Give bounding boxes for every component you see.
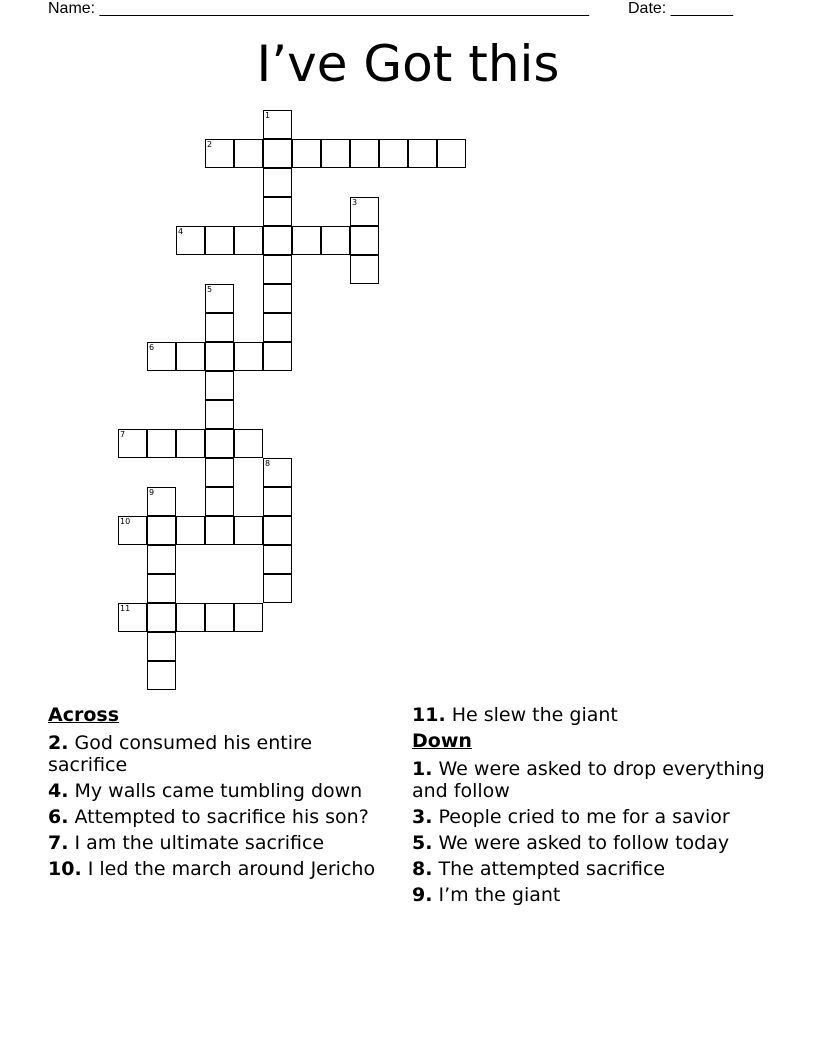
clue-text: The attempted sacrifice [438, 858, 666, 880]
clue-number: 6. [48, 806, 69, 828]
grid-cell[interactable] [350, 139, 379, 168]
down-clue [412, 806, 772, 828]
clue-number: 2. [48, 732, 69, 754]
grid-cell[interactable] [205, 429, 234, 458]
grid-cell[interactable] [379, 139, 408, 168]
page-title: I’ve Got this [256, 35, 560, 93]
across-clue [48, 832, 378, 854]
grid-cell[interactable] [147, 429, 176, 458]
clue-text: We were asked to drop everything and follow [412, 758, 765, 802]
grid-cell[interactable] [147, 574, 176, 603]
grid-cell[interactable] [234, 342, 263, 371]
grid-cell[interactable] [176, 342, 205, 371]
clue-text: My walls came tumbling down [74, 780, 363, 802]
down-clue [412, 858, 772, 880]
grid-cell[interactable] [205, 458, 234, 487]
across-clue [48, 732, 378, 776]
grid-cell[interactable] [263, 313, 292, 342]
grid-cell[interactable] [263, 226, 292, 255]
grid-cell[interactable] [292, 139, 321, 168]
grid-cell[interactable] [205, 603, 234, 632]
grid-cell[interactable] [147, 632, 176, 661]
clues-right-column [412, 704, 772, 910]
grid-cell[interactable] [205, 400, 234, 429]
grid-cell[interactable] [263, 168, 292, 197]
clue-text: I led the march around Jericho [87, 858, 376, 880]
grid-cell[interactable] [234, 226, 263, 255]
clues-left-column [48, 704, 378, 884]
clue-number: 11. [412, 704, 446, 726]
across-heading: Across [48, 704, 120, 726]
grid-cell[interactable] [263, 342, 292, 371]
clue-number: 1. [412, 758, 433, 780]
down-clue [412, 884, 772, 906]
grid-cell[interactable] [147, 545, 176, 574]
clue-text: People cried to me for a savior [438, 806, 730, 828]
grid-cell[interactable] [147, 516, 176, 545]
clue-number: 10. [48, 858, 82, 880]
clue-text: We were asked to follow today [438, 832, 730, 854]
grid-cell[interactable] [350, 226, 379, 255]
grid-cell[interactable] [263, 255, 292, 284]
clue-number-label: 10 [120, 517, 131, 526]
grid-cell[interactable] [263, 545, 292, 574]
clue-text: He slew the giant [451, 704, 618, 726]
grid-cell[interactable] [292, 226, 321, 255]
grid-cell[interactable] [437, 139, 466, 168]
clue-number-label: 11 [120, 604, 131, 613]
clue-number: 4. [48, 780, 69, 802]
clue-text: I am the ultimate sacrifice [74, 832, 325, 854]
grid-cell[interactable] [176, 516, 205, 545]
across-clue [48, 858, 378, 880]
clue-number: 7. [48, 832, 69, 854]
grid-cell[interactable] [176, 429, 205, 458]
clue-number-label: 6 [149, 343, 155, 352]
grid-cell[interactable] [263, 574, 292, 603]
clue-number: 9. [412, 884, 433, 906]
grid-cell[interactable] [321, 226, 350, 255]
across-clue [48, 780, 378, 802]
grid-cell[interactable] [263, 197, 292, 226]
grid-cell[interactable] [350, 255, 379, 284]
grid-cell[interactable] [205, 342, 234, 371]
clue-number-label: 2 [207, 140, 213, 149]
grid-cell[interactable] [234, 516, 263, 545]
across-clue [412, 704, 772, 726]
clue-number-label: 3 [352, 198, 358, 207]
clue-number: 3. [412, 806, 433, 828]
grid-cell[interactable] [234, 429, 263, 458]
clue-number-label: 8 [265, 459, 271, 468]
clue-text: God consumed his entire sacrifice [48, 732, 313, 776]
clue-number-label: 7 [120, 430, 126, 439]
date-field-label: Date: _______ [628, 0, 733, 17]
name-field-label: Name: _______________________________________________________ [48, 0, 589, 17]
clue-number-label: 1 [265, 111, 271, 120]
grid-cell[interactable] [205, 313, 234, 342]
clue-text: Attempted to sacrifice his son? [74, 806, 369, 828]
across-clue [48, 806, 378, 828]
grid-cell[interactable] [234, 603, 263, 632]
grid-cell[interactable] [205, 371, 234, 400]
grid-cell[interactable] [408, 139, 437, 168]
clue-number-label: 9 [149, 488, 155, 497]
clue-number-label: 5 [207, 285, 213, 294]
grid-cell[interactable] [205, 226, 234, 255]
grid-cell[interactable] [263, 139, 292, 168]
down-heading: Down [412, 730, 472, 752]
clue-number-label: 4 [178, 227, 184, 236]
grid-cell[interactable] [263, 284, 292, 313]
clue-number: 8. [412, 858, 433, 880]
grid-cell[interactable] [234, 139, 263, 168]
grid-cell[interactable] [321, 139, 350, 168]
grid-cell[interactable] [263, 516, 292, 545]
clue-number: 5. [412, 832, 433, 854]
grid-cell[interactable] [205, 487, 234, 516]
grid-cell[interactable] [176, 603, 205, 632]
grid-cell[interactable] [205, 516, 234, 545]
grid-cell[interactable] [147, 661, 176, 690]
down-clue [412, 832, 772, 854]
grid-cell[interactable] [263, 487, 292, 516]
down-clue [412, 758, 772, 802]
clue-text: I’m the giant [438, 884, 561, 906]
grid-cell[interactable] [147, 603, 176, 632]
